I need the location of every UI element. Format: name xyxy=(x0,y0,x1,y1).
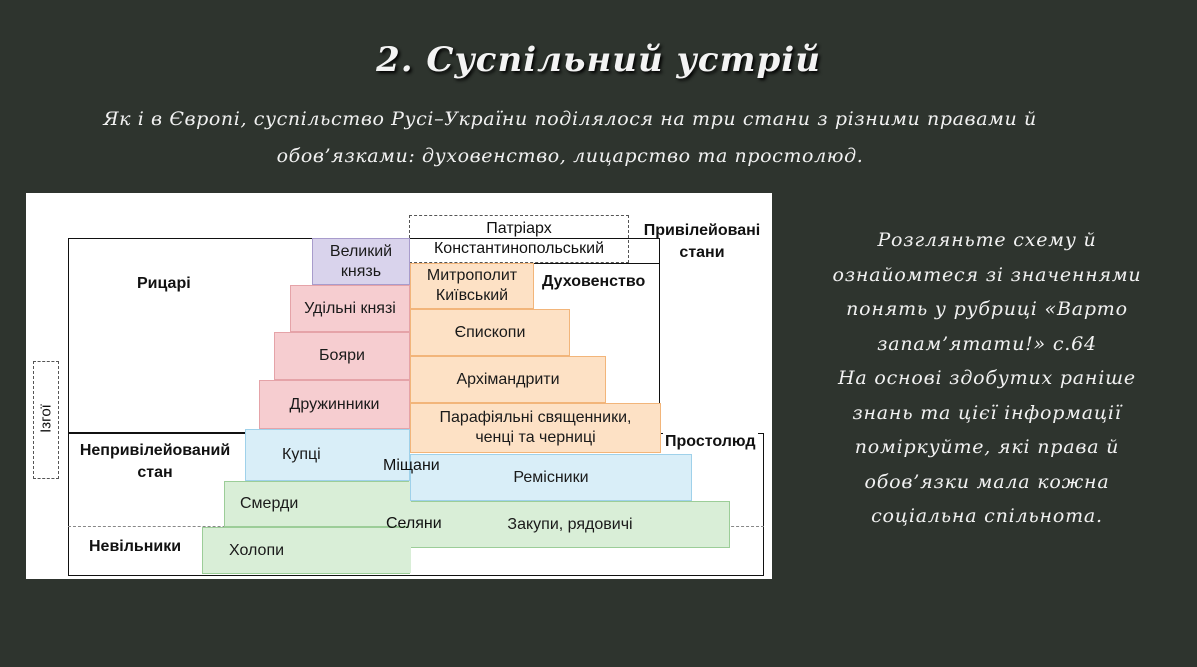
archimandrites-box: Архімандрити xyxy=(410,356,606,403)
zakupy-box: Закупи, рядовичі xyxy=(410,501,730,548)
townspeople-label: Міщани xyxy=(383,457,440,474)
intro-text xyxy=(20,101,1120,175)
task-text xyxy=(797,223,1177,534)
slaves-label: Невільники xyxy=(89,538,182,555)
smerdy-box: Смерди xyxy=(224,481,410,527)
parish-clergy-box xyxy=(410,403,661,453)
clergy-label: Духовенство xyxy=(542,273,646,290)
privileged-line-1: Привілейовані xyxy=(643,222,761,239)
metropolitan-line-1: Митрополит xyxy=(426,267,518,284)
intro-line-1: Як і в Європі, суспільство Русі–України поділялося на три стани з різними правами й xyxy=(103,108,1037,130)
patriarch-label xyxy=(410,219,628,259)
outcasts-label: Ізгої xyxy=(37,404,55,433)
privileged-label xyxy=(632,220,772,264)
task-line: знань та цієї інформації xyxy=(852,401,1122,424)
boyars-box: Бояри xyxy=(274,332,410,380)
task-line: ознайомтеся зі значеннями xyxy=(832,263,1142,286)
knights-label: Рицарі xyxy=(137,275,191,292)
metropolitan-box xyxy=(410,263,534,309)
patriarch-line-1: Патріарх xyxy=(486,220,552,237)
task-line: Розгляньте схему й xyxy=(877,229,1097,251)
commoners-label: Простолюд xyxy=(665,433,756,450)
task-line: На основі здобутих раніше xyxy=(838,367,1136,389)
peasants-label: Селяни xyxy=(386,515,442,532)
task-line: соціальна спільнота. xyxy=(871,505,1103,527)
merchants-box: Купці xyxy=(245,429,410,481)
patriarch-line-2: Константинопольський xyxy=(433,240,605,257)
task-line: понять у рубриці «Варто xyxy=(846,298,1128,320)
task-line: обов’язки мала кожна xyxy=(864,470,1110,493)
druzhinniki-box: Дружинники xyxy=(259,380,410,429)
grand-prince-box xyxy=(312,238,410,285)
social-structure-diagram xyxy=(26,193,772,579)
slide-title: 2. Суспільний устрій xyxy=(376,40,821,80)
appanage-princes-box: Удільні князі xyxy=(290,285,410,332)
grand-prince-line-1: Великий xyxy=(329,242,393,260)
intro-line-2: обов’язками: духовенство, лицарство та простолюд. xyxy=(276,145,864,167)
unprivileged-line-1: Непривілейований xyxy=(79,442,231,459)
task-line: запам’ятати!» с.64 xyxy=(877,332,1097,355)
parish-line-1: Парафіяльні священники, xyxy=(439,409,632,426)
craftsmen-box: Ремісники xyxy=(410,454,692,501)
task-line: поміркуйте, які права й xyxy=(854,436,1120,458)
kholopy-box: Холопи xyxy=(202,527,410,574)
metropolitan-line-2: Київський xyxy=(435,287,509,304)
grand-prince-line-2: князь xyxy=(340,262,382,280)
unprivileged-label xyxy=(70,440,240,484)
parish-line-2: ченці та черниці xyxy=(475,429,596,446)
bishops-box: Єпископи xyxy=(410,309,570,356)
privileged-line-2: стани xyxy=(679,244,725,261)
unprivileged-line-2: стан xyxy=(137,464,173,481)
